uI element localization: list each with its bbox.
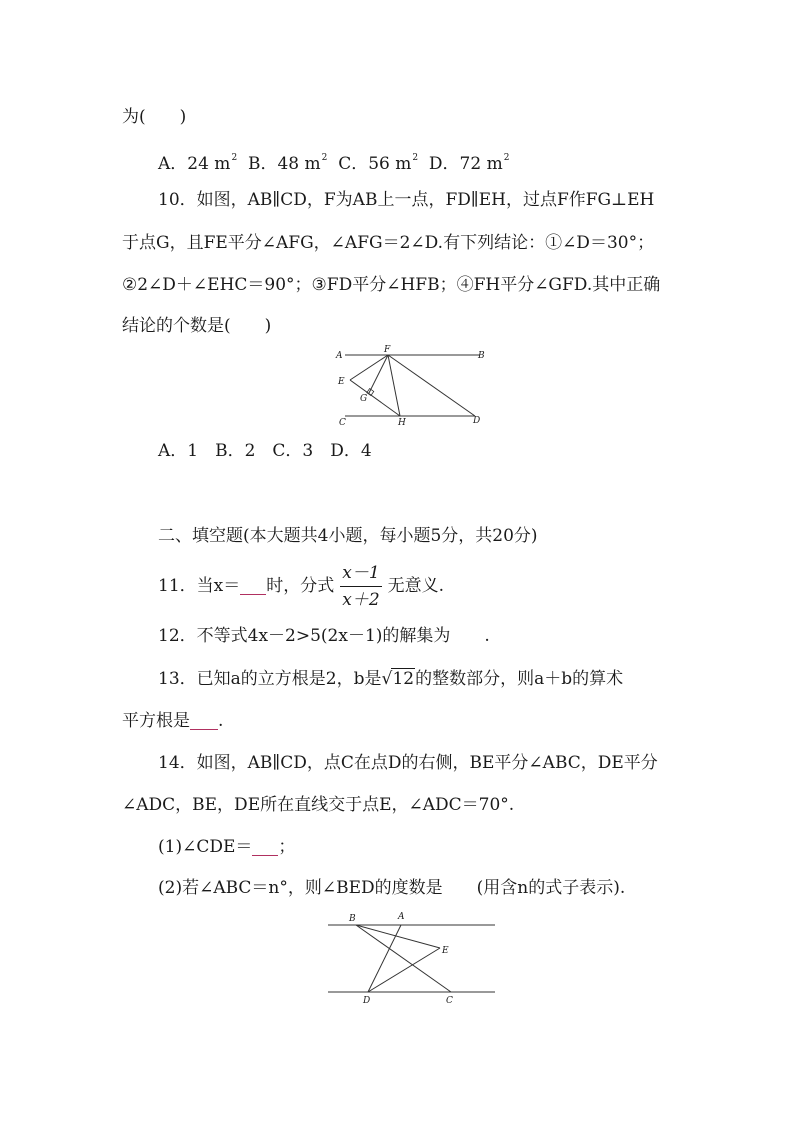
q9-tail: 为( ) xyxy=(122,107,187,127)
label-d: D xyxy=(473,416,481,426)
q10-figure xyxy=(330,345,500,430)
label-a: A xyxy=(398,912,405,922)
q11-answer-blank[interactable] xyxy=(240,576,266,595)
segment-be xyxy=(356,925,440,948)
segment-fh xyxy=(388,355,400,416)
label-c: C xyxy=(339,418,346,428)
label-b: B xyxy=(349,914,356,924)
label-b: B xyxy=(478,351,485,361)
q14-sub1: (1)∠CDE＝ ； xyxy=(158,837,296,857)
q9-option-d: D．72 m2 xyxy=(428,153,510,174)
q13-line1: 13．已知a的立方根是2，b是 √ 12的整数部分，则a＋b的算术 xyxy=(158,669,624,689)
q9-options xyxy=(158,147,509,175)
label-a: A xyxy=(336,351,343,361)
q14-sub2: (2)若∠ABC＝n°，则∠BED的度数是 (用含n的式子表示). xyxy=(158,878,626,898)
q10-options: A．1 B．2 C．3 D．4 xyxy=(158,441,372,461)
q10-line1: 10．如图，AB∥CD，F为AB上一点，FD∥EH，过点F作FG⊥EH xyxy=(158,190,655,210)
q10-line2: 于点G，且FE平分∠AFG，∠AFG＝2∠D.有下列结论：①∠D＝30°； xyxy=(122,233,655,253)
label-d: D xyxy=(363,996,371,1006)
q14-sub1-answer-blank[interactable] xyxy=(252,837,278,856)
q12: 12．不等式4x－2>5(2x－1)的解集为 . xyxy=(158,626,490,646)
q14-line2: ∠ADC，BE，DE所在直线交于点E，∠ADC＝70°. xyxy=(122,795,515,815)
q11: 11．当x＝ 时，分式 $\frac{x-1}{x+2}$ 无意义. xyxy=(158,560,444,613)
q14-figure xyxy=(323,908,498,1008)
q14-line1: 14．如图，AB∥CD，点C在点D的右侧，BE平分∠ABC，DE平分 xyxy=(158,753,658,773)
q10-line4: 结论的个数是( ) xyxy=(122,316,272,336)
q13-sqrt: √ 12 xyxy=(381,669,415,689)
label-e: E xyxy=(442,946,449,956)
label-c: C xyxy=(446,996,453,1006)
q11-fraction: $\frac{x-1}{x+2}$ xyxy=(340,560,381,613)
segment-eh xyxy=(350,380,400,416)
q9-option-a: A．24 m2 xyxy=(158,153,238,174)
section2-heading: 二、填空题(本大题共4小题，每小题5分，共20分) xyxy=(158,526,538,546)
q13-answer-blank[interactable] xyxy=(190,711,218,730)
label-h: H xyxy=(398,418,406,428)
q9-option-b: B．48 m2 xyxy=(247,153,328,174)
label-e: E xyxy=(338,377,345,387)
label-f: F xyxy=(384,345,391,355)
q9-option-c: C．56 m2 xyxy=(338,153,419,174)
label-g: G xyxy=(360,394,368,404)
q10-line3: ②2∠D＋∠EHC＝90°；③FD平分∠HFB；④FH平分∠GFD.其中正确 xyxy=(122,275,661,295)
q13-line2: 平方根是 . xyxy=(122,711,224,731)
segment-fd xyxy=(388,355,475,416)
segment-bc xyxy=(356,925,451,992)
